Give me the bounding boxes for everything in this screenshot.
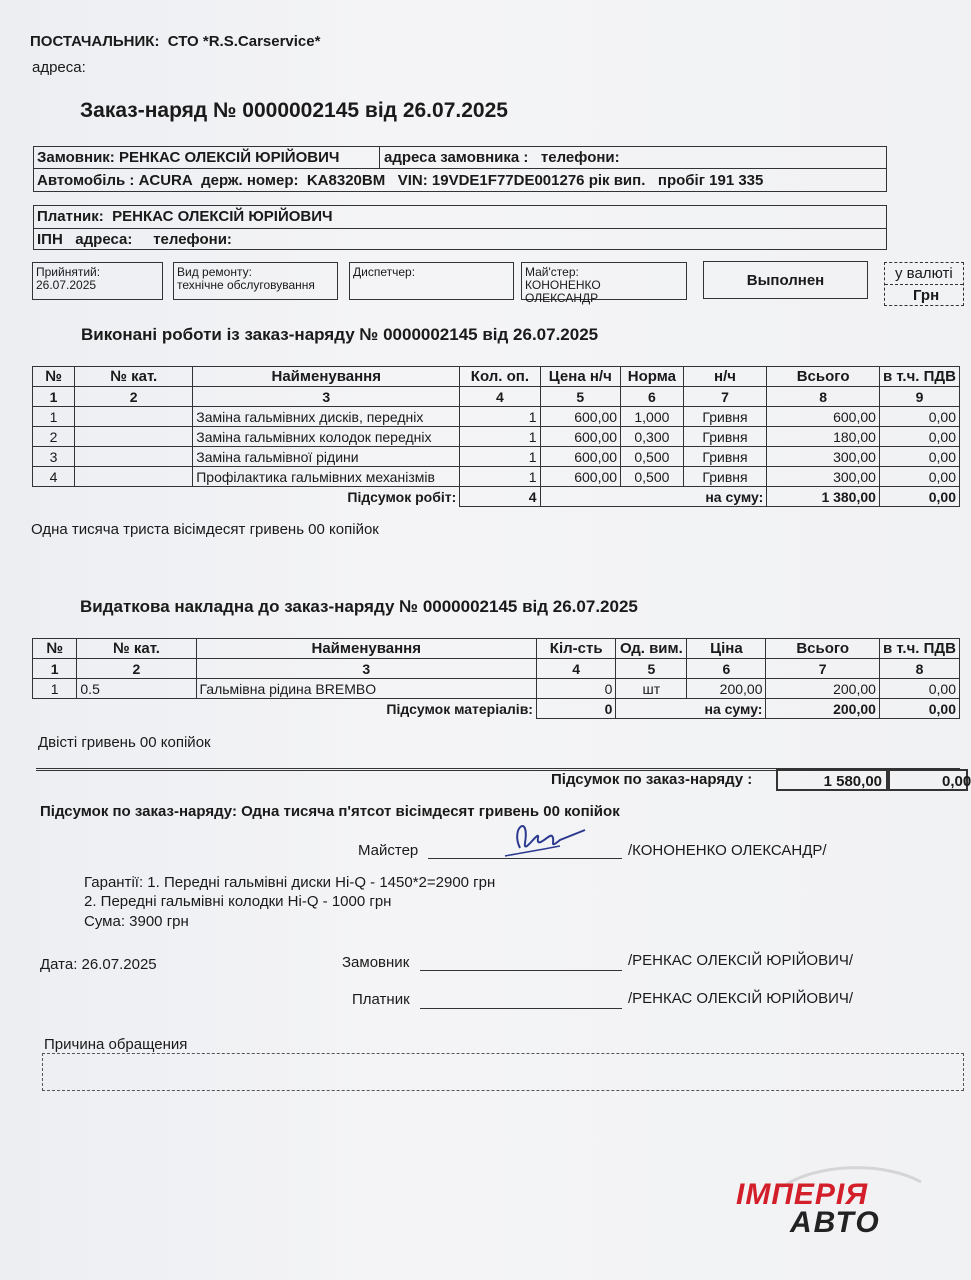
works-col-cat: № кат. [75,367,193,387]
work-name: Профілактика гальмівних механізмів [193,467,460,487]
supplier-address-label: адреса: [32,59,86,76]
works-col-unit: н/ч [683,367,767,387]
materials-colnum: 1 [33,659,77,679]
material-cat: 0.5 [77,679,196,699]
master-sign-label: Майстер [358,842,419,859]
works-summary-qty: 4 [460,487,540,507]
work-cat [75,467,193,487]
work-total: 300,00 [767,467,880,487]
customer-sign-label: Замовник [342,954,410,971]
works-colnum: 9 [879,387,959,407]
car-make: ACURA [138,172,193,189]
work-total: 600,00 [767,407,880,427]
materials-heading: Видаткова накладна до заказ-наряду № 0000002145 від 26.07.2025 [80,597,638,616]
document-date: Дата: 26.07.2025 [40,956,157,973]
material-unit: шт [616,679,687,699]
car-year-label: рік вип. [588,172,646,189]
material-vat: 0,00 [879,679,959,699]
work-name: Заміна гальмівної рідини [193,447,460,467]
works-sum-total: 1 380,00 [767,487,880,507]
work-price: 600,00 [540,427,621,447]
payer-ipn-label: ІПН [37,231,63,248]
work-vat: 0,00 [879,467,959,487]
work-vat: 0,00 [879,407,959,427]
repair-type: технічне обслуговування [177,278,315,292]
order-total-words: Підсумок по заказ-наряду: Одна тисяча п'ятсот вісімдесят гривень 00 копійок [40,803,620,820]
master-name: КОНОНЕНКО [525,278,601,292]
materials-colnum-row [33,659,960,679]
materials-colnum: 4 [536,659,615,679]
customer-name: РЕНКАС ОЛЕКСІЙ ЮРІЙОВИЧ [118,149,340,166]
car-vin: 19VDE1F77DE001276 [431,172,585,189]
work-cat [75,427,193,447]
payer-sign-name: /РЕНКАС ОЛЕКСІЙ ЮРІЙОВИЧ/ [628,990,854,1007]
work-qty: 1 [460,447,540,467]
works-col-name: Найменування [193,367,460,387]
supplier-line [30,33,320,50]
materials-col-n: № [33,639,77,659]
work-qty: 1 [460,427,540,447]
work-name: Заміна гальмівних колодок передніх [193,427,460,447]
customer-sign-name: /РЕНКАС ОЛЕКСІЙ ЮРІЙОВИЧ/ [628,952,854,969]
car-mileage: 191 335 [709,172,764,189]
materials-col-total: Всього [766,639,879,659]
payer-name: РЕНКАС ОЛЕКСІЙ ЮРІЙОВИЧ [112,208,333,225]
work-norm: 1,000 [621,407,684,427]
table-row [33,467,960,487]
work-price: 600,00 [540,407,621,427]
work-qty: 1 [460,407,540,427]
signature-scribble [490,808,600,868]
car-vin-label: VIN: [397,172,428,189]
dispatcher-label: Диспетчер: [353,265,416,279]
work-vat: 0,00 [879,427,959,447]
materials-col-cat: № кат. [77,639,196,659]
materials-col-name: Найменування [196,639,536,659]
materials-col-vat: в т.ч. ПДВ [879,639,959,659]
car-label: Автомобіль : [37,172,135,189]
dispatcher-box [349,262,514,300]
reason-label: Причина обращения [44,1036,188,1053]
customer-box [33,146,887,192]
customer-label: Замовник: [37,149,115,166]
order-total-label: Підсумок по заказ-наряду : [551,771,753,788]
watermark-bottom: АВТО [790,1206,881,1239]
works-heading: Виконані роботи із заказ-наряду № 0000002145 від 26.07.2025 [81,325,599,344]
accepted-date: 26.07.2025 [36,278,97,292]
status-box [703,261,868,299]
work-qty: 1 [460,467,540,487]
car-mileage-label: пробіг [657,172,705,189]
work-unit: Гривня [683,467,767,487]
works-col-n: № [33,367,75,387]
work-cat [75,447,193,467]
works-col-norm: Норма [621,367,684,387]
payer-box [33,205,887,250]
work-n: 1 [33,407,75,427]
supplier-name: СТО *R.S.Carservice* [167,33,321,50]
materials-colnum: 5 [616,659,687,679]
works-colnum: 2 [75,387,193,407]
work-norm: 0,500 [621,447,684,467]
order-total-box [776,769,888,791]
materials-colnum: 6 [687,659,766,679]
works-colnum: 5 [540,387,621,407]
repair-label: Вид ремонту: [177,265,252,279]
works-header-row [33,367,960,387]
material-name: Гальмівна рідина BREMBO [196,679,536,699]
materials-summary-qty: 0 [536,699,615,719]
order-total-value: 1 580,00 [823,773,882,790]
supplier-label: ПОСТАЧАЛЬНИК: [30,33,160,50]
work-n: 3 [33,447,75,467]
customer-phones-label: телефони: [540,149,620,166]
materials-table [32,638,960,719]
works-sum-label: на суму: [540,487,767,507]
document-title: Заказ-наряд № 0000002145 від 26.07.2025 [80,99,508,122]
work-n: 2 [33,427,75,447]
accepted-box [32,262,163,300]
warranty-line-3: Сума: 3900 грн [84,913,189,930]
currency-label: у валюті [895,265,953,282]
material-total: 200,00 [766,679,879,699]
payer-phones-label: телефони: [153,231,232,248]
material-n: 1 [33,679,77,699]
works-col-vat: в т.ч. ПДВ [879,367,959,387]
car-plate: KA8320BM [306,172,386,189]
work-price: 600,00 [540,447,621,467]
master-box [521,262,687,305]
materials-sum-vat: 0,00 [879,699,959,719]
works-col-total: Всього [767,367,880,387]
works-table [32,366,960,507]
master-sign-name: /КОНОНЕНКО ОЛЕКСАНДР/ [628,842,827,859]
works-sum-vat: 0,00 [879,487,959,507]
table-row [33,679,960,699]
order-vat-box [888,769,971,791]
works-col-qty: Кол. оп. [460,367,540,387]
work-name: Заміна гальмівних дисків, передніх [193,407,460,427]
works-colnum: 4 [460,387,540,407]
materials-col-price: Ціна [687,639,766,659]
materials-colnum: 2 [77,659,196,679]
table-row [33,427,960,447]
materials-summary-label: Підсумок матеріалів: [33,699,537,719]
table-row [33,407,960,427]
materials-in-words: Двісті гривень 00 копійок [38,734,211,751]
materials-col-qty: Кіл-сть [536,639,615,659]
watermark-top: ІМПЕРІЯ [736,1178,869,1211]
master-label: Май'стер: [525,265,579,279]
works-col-price: Цена н/ч [540,367,621,387]
works-colnum: 3 [193,387,460,407]
materials-colnum: 3 [196,659,536,679]
work-vat: 0,00 [879,447,959,467]
warranty-line-1: Гарантії: 1. Передні гальмівні диски Hi-Q - 1450*2=2900 грн [84,874,496,891]
payer-address-label: адреса: [75,231,133,248]
status-value: Выполнен [746,272,825,289]
work-norm: 0,500 [621,467,684,487]
materials-sum-total: 200,00 [766,699,879,719]
accepted-label: Прийнятий: [36,265,101,279]
master-name-2: ОЛЕКСАНДР [525,291,599,305]
works-summary-row [33,487,960,507]
works-colnum: 7 [683,387,767,407]
material-price: 200,00 [687,679,766,699]
work-total: 180,00 [767,427,880,447]
materials-sum-label: на суму: [616,699,766,719]
payer-label: Платник: [37,208,104,225]
work-unit: Гривня [683,407,767,427]
materials-summary-row [33,699,960,719]
work-cat [75,407,193,427]
work-norm: 0,300 [621,427,684,447]
payer-sign-line [420,992,622,1009]
works-colnum: 6 [621,387,684,407]
materials-colnum: 7 [766,659,879,679]
order-vat-value: 0,00 [942,773,971,790]
currency-box [884,262,964,306]
work-n: 4 [33,467,75,487]
materials-col-unit: Од. вим. [616,639,687,659]
works-colnum: 8 [767,387,880,407]
work-total: 300,00 [767,447,880,467]
materials-header-row [33,639,960,659]
table-row [33,447,960,467]
payer-sign-label: Платник [352,991,410,1008]
repair-type-box [173,262,338,300]
works-colnum-row [33,387,960,407]
customer-sign-line [420,954,622,971]
works-colnum: 1 [33,387,75,407]
materials-colnum: 8 [879,659,959,679]
work-price: 600,00 [540,467,621,487]
works-in-words: Одна тисяча триста вісімдесят гривень 00 копійок [31,521,379,538]
currency-value: Грн [913,287,940,304]
car-plate-label: держ. номер: [201,172,299,189]
works-summary-label: Підсумок робіт: [33,487,460,507]
customer-address-label: адреса замовника : [384,149,529,166]
warranty-line-2: 2. Передні гальмівні колодки Hi-Q - 1000 грн [84,893,392,910]
work-unit: Гривня [683,447,767,467]
work-unit: Гривня [683,427,767,447]
material-qty: 0 [536,679,615,699]
reason-box [42,1053,964,1091]
watermark-logo [736,1160,936,1245]
